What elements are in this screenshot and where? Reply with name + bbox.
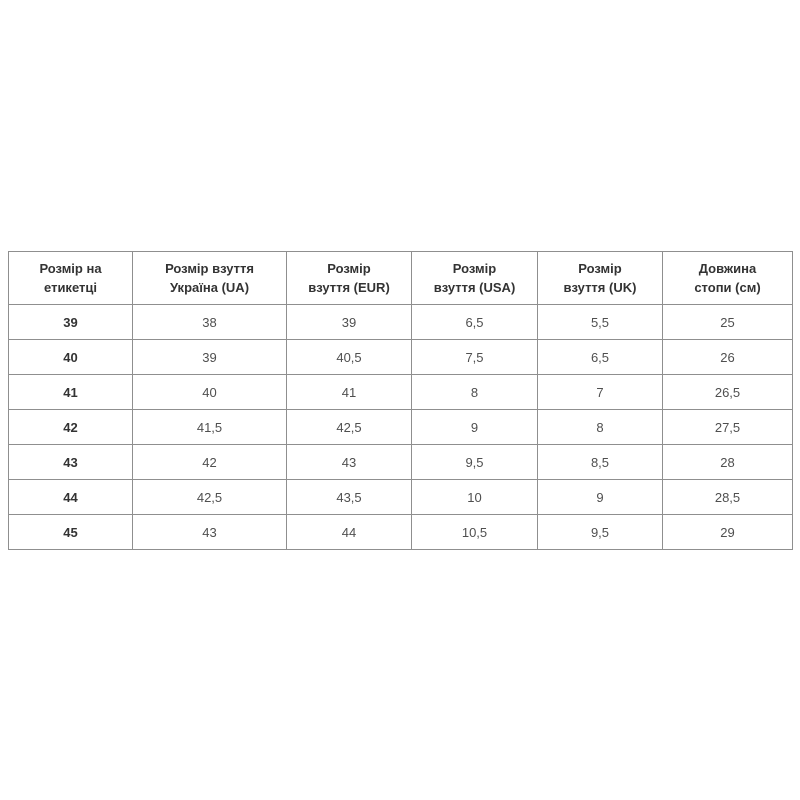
cell-eur-size: 41 (287, 375, 412, 410)
cell-foot-length: 29 (663, 515, 793, 550)
header-cell-label-size (9, 252, 133, 305)
header-line: Розмір на (39, 261, 102, 276)
cell-usa-size: 7,5 (412, 340, 538, 375)
cell-ua-size: 40 (133, 375, 287, 410)
cell-ua-size: 41,5 (133, 410, 287, 445)
header-line: стопи (см) (694, 280, 761, 295)
cell-label-size: 42 (9, 410, 133, 445)
header-line: Розмір (578, 261, 622, 276)
header-line: взуття (EUR) (308, 280, 390, 295)
header-row (9, 252, 793, 305)
cell-foot-length: 25 (663, 305, 793, 340)
header-line: Україна (UA) (169, 280, 250, 295)
header-line: Довжина (698, 261, 757, 276)
header-line: Розмір (327, 261, 371, 276)
cell-label-size: 44 (9, 480, 133, 515)
shoe-size-conversion-table-container (8, 251, 793, 550)
header-cell-ua-size (133, 252, 287, 305)
header-line: Розмір взуття (165, 261, 254, 276)
cell-uk-size: 7 (538, 375, 663, 410)
table-row (9, 305, 793, 340)
cell-foot-length: 26,5 (663, 375, 793, 410)
cell-uk-size: 5,5 (538, 305, 663, 340)
table-row (9, 445, 793, 480)
cell-eur-size: 44 (287, 515, 412, 550)
cell-usa-size: 9 (412, 410, 538, 445)
cell-foot-length: 28,5 (663, 480, 793, 515)
table-body (9, 305, 793, 550)
cell-foot-length: 28 (663, 445, 793, 480)
cell-uk-size: 9 (538, 480, 663, 515)
header-line: етикетці (44, 280, 97, 295)
header-line: взуття (USA) (433, 280, 516, 295)
header-line: взуття (UK) (563, 280, 637, 295)
table-row (9, 340, 793, 375)
cell-eur-size: 43 (287, 445, 412, 480)
cell-ua-size: 43 (133, 515, 287, 550)
header-cell-foot-length (663, 252, 793, 305)
cell-label-size: 40 (9, 340, 133, 375)
cell-usa-size: 6,5 (412, 305, 538, 340)
cell-usa-size: 10 (412, 480, 538, 515)
cell-uk-size: 8 (538, 410, 663, 445)
cell-label-size: 41 (9, 375, 133, 410)
header-line: Розмір (452, 261, 497, 276)
cell-usa-size: 8 (412, 375, 538, 410)
shoe-size-conversion-table (8, 251, 793, 550)
cell-eur-size: 42,5 (287, 410, 412, 445)
header-cell-eur-size (287, 252, 412, 305)
cell-ua-size: 39 (133, 340, 287, 375)
table-row (9, 515, 793, 550)
table-header (9, 252, 793, 305)
header-cell-usa-size (412, 252, 538, 305)
table-row (9, 375, 793, 410)
cell-label-size: 39 (9, 305, 133, 340)
cell-usa-size: 10,5 (412, 515, 538, 550)
cell-foot-length: 27,5 (663, 410, 793, 445)
cell-eur-size: 43,5 (287, 480, 412, 515)
cell-eur-size: 40,5 (287, 340, 412, 375)
cell-eur-size: 39 (287, 305, 412, 340)
cell-ua-size: 42 (133, 445, 287, 480)
cell-uk-size: 6,5 (538, 340, 663, 375)
cell-foot-length: 26 (663, 340, 793, 375)
cell-label-size: 43 (9, 445, 133, 480)
cell-uk-size: 9,5 (538, 515, 663, 550)
cell-usa-size: 9,5 (412, 445, 538, 480)
cell-ua-size: 42,5 (133, 480, 287, 515)
header-cell-uk-size (538, 252, 663, 305)
table-row (9, 480, 793, 515)
cell-label-size: 45 (9, 515, 133, 550)
cell-uk-size: 8,5 (538, 445, 663, 480)
table-row (9, 410, 793, 445)
cell-ua-size: 38 (133, 305, 287, 340)
